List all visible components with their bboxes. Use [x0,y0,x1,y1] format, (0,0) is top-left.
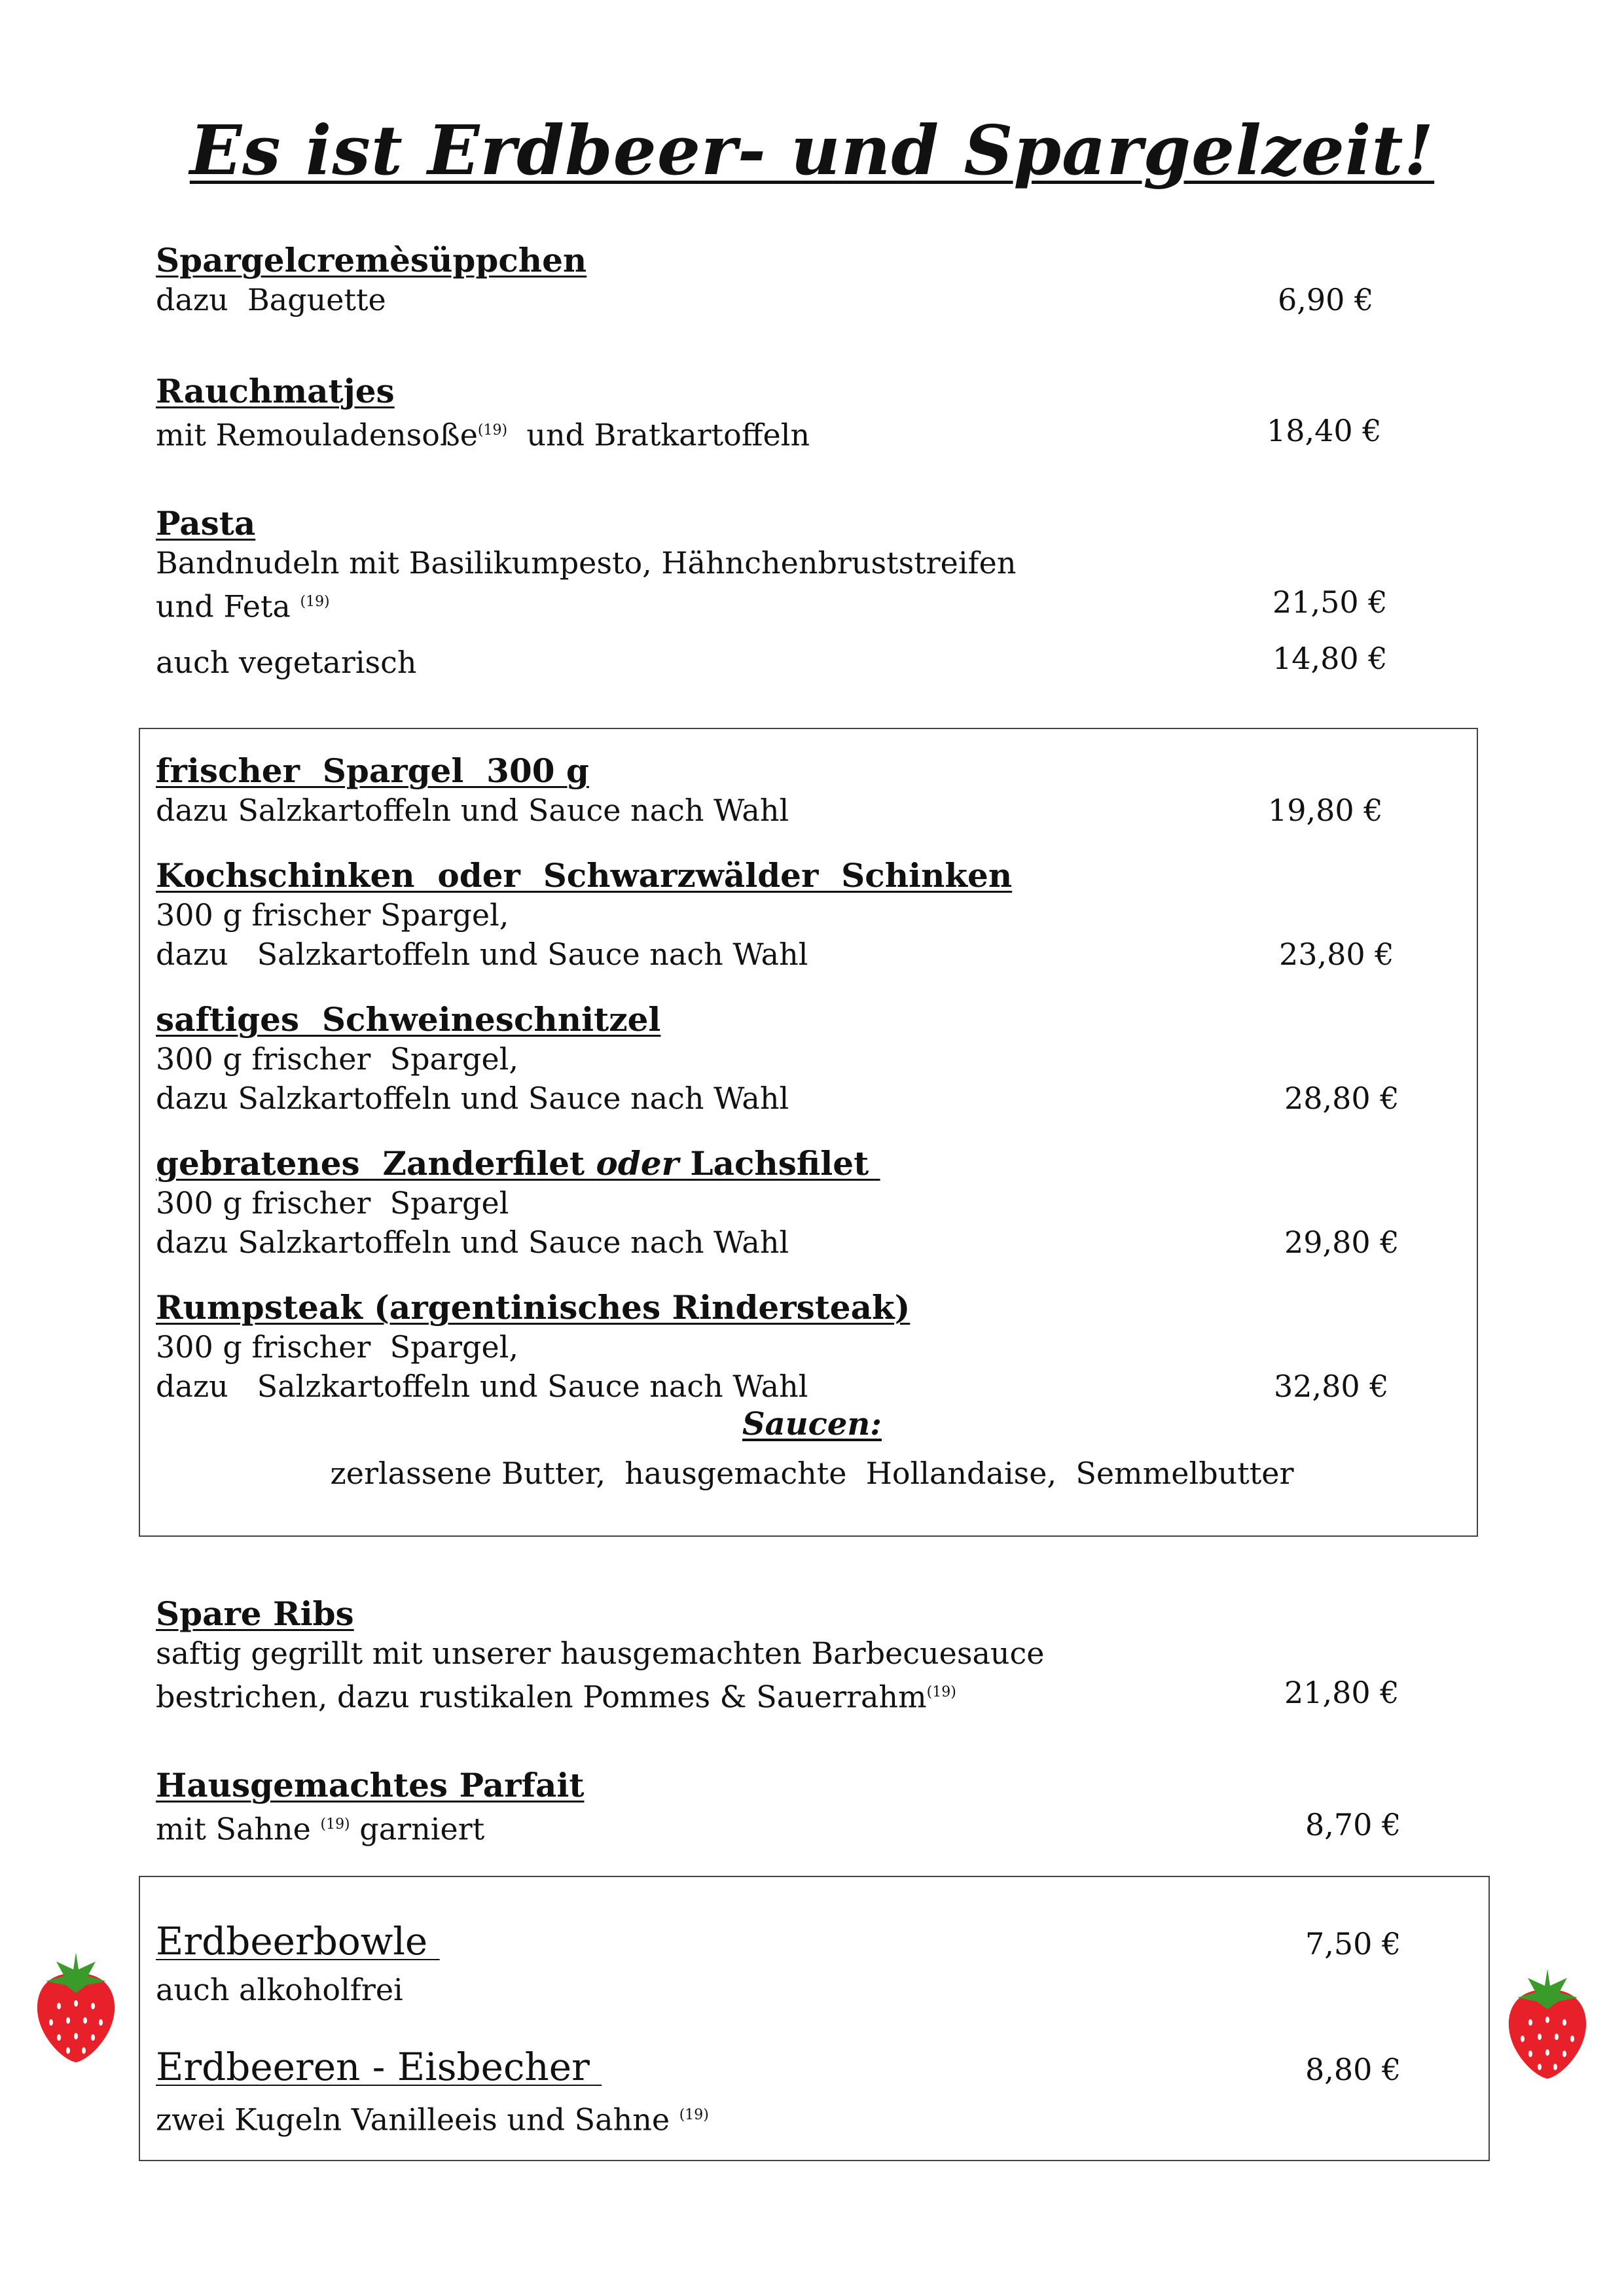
footnote: (19) [320,1816,350,1833]
dish-desc-line1: 300 g frischer Spargel, [156,897,509,933]
dish-desc-line1: 300 g frischer Spargel, [156,1329,519,1365]
menu-item-parfait [156,1766,1399,1848]
footnote: (19) [300,594,330,610]
dish-name: Rumpsteak (argentinisches Rindersteak) [156,1288,911,1327]
dish-desc-line1: 300 g frischer Spargel, [156,1041,519,1077]
dish-name: Spare Ribs [156,1594,354,1633]
footnote: (19) [477,422,508,439]
dish-name [156,1144,1399,1183]
desc-part: mit Sahne [156,1811,321,1847]
sauces-heading: Saucen: [742,1406,882,1443]
menu-item-fisch [156,1144,1399,1262]
price-ribs: 21,80 € [1284,1675,1399,1710]
dish-desc-line2 [156,583,1399,626]
desc-part: zwei Kugeln Vanilleeis und Sahne [156,2102,679,2138]
dish-desc: auch alkoholfrei [156,1972,403,2007]
dish-desc-line1: 300 g frischer Spargel [156,1185,509,1221]
name-part: gebratenes Zanderfilet [156,1144,596,1183]
price-spargel: 19,80 € [1268,793,1383,828]
desc-part: mit Remouladensoße [156,417,478,453]
dish-desc [156,2096,1399,2139]
dish-name: Erdbeerbowle [156,1919,440,1964]
footnote: (19) [926,1684,956,1700]
dish-name: saftiges Schweineschnitzel [156,1000,661,1039]
dish-desc: dazu Salzkartoffeln und Sauce nach Wahl [156,793,789,828]
dish-name: Rauchmatjes [156,372,395,410]
price-soup: 6,90 € [1278,282,1374,317]
name-part-italic: oder [596,1144,679,1183]
dish-name: Kochschinken oder Schwarzwälder Schinken [156,856,1013,895]
dish-desc [156,411,1399,454]
price-matjes: 18,40 € [1267,413,1382,448]
dish-name: frischer Spargel 300 g [156,751,589,790]
dish-name: Spargelcremèsüppchen [156,241,587,279]
menu-item-schnitzel [156,1000,1399,1118]
price-pasta-veg: 14,80 € [1272,641,1388,676]
strawberry-icon [1504,1964,1591,2081]
footnote: (19) [679,2107,709,2123]
price-schnitzel: 28,80 € [1284,1081,1399,1116]
dish-desc: dazu Baguette [156,282,386,317]
menu-item-matjes [156,372,1399,454]
price-pasta: 21,50 € [1272,584,1388,620]
desc-part: bestrichen, dazu rustikalen Pommes & Sauerrahm [156,1679,927,1715]
dish-desc-line2: dazu Salzkartoffeln und Sauce nach Wahl [156,1081,789,1116]
desc-part: garniert [350,1811,485,1847]
sauces-list: zerlassene Butter, hausgemachte Hollandaise, Semmelbutter [330,1456,1294,1491]
desc-part: und Bratkartoffeln [507,417,810,453]
menu-item-bowle [156,1918,1399,2009]
dish-desc-line1: Bandnudeln mit Basilikumpesto, Hähnchenbruststreifen [156,545,1017,581]
dish-name: Erdbeeren - Eisbecher [156,2045,602,2089]
page-title: Es ist Erdbeer- und Spargelzeit! [189,110,1435,190]
name-part: Lachsfilet [679,1144,880,1183]
dish-desc-line2: dazu Salzkartoffeln und Sauce nach Wahl [156,1369,808,1404]
price-steak: 32,80 € [1274,1369,1389,1404]
dish-desc-line2: dazu Salzkartoffeln und Sauce nach Wahl [156,1225,789,1260]
desc-part: und Feta [156,588,300,624]
strawberry-icon [33,1947,119,2065]
menu-item-pasta [156,504,1399,682]
menu-item-eisbecher [156,2043,1399,2139]
menu-item-soup [156,241,1399,319]
dish-desc-line2 [156,1673,1399,1716]
price-eisbecher: 8,80 € [1305,2052,1401,2087]
price-parfait: 8,70 € [1305,1807,1401,1842]
price-fisch: 29,80 € [1284,1225,1399,1260]
dish-desc-line2: dazu Salzkartoffeln und Sauce nach Wahl [156,937,808,972]
dish-name: Pasta [156,504,256,543]
menu-item-spargel [156,751,1399,830]
dish-desc-line1: saftig gegrillt mit unserer hausgemachten Barbecuesauce [156,1636,1045,1671]
dish-desc [156,1805,1399,1848]
menu-item-ribs [156,1594,1399,1716]
dish-name: Hausgemachtes Parfait [156,1766,585,1804]
vegetarian-note: auch vegetarisch [156,645,417,681]
menu-item-schinken [156,856,1399,974]
price-schinken: 23,80 € [1279,937,1394,972]
menu-item-steak [156,1288,1399,1406]
price-bowle: 7,50 € [1305,1926,1401,1962]
